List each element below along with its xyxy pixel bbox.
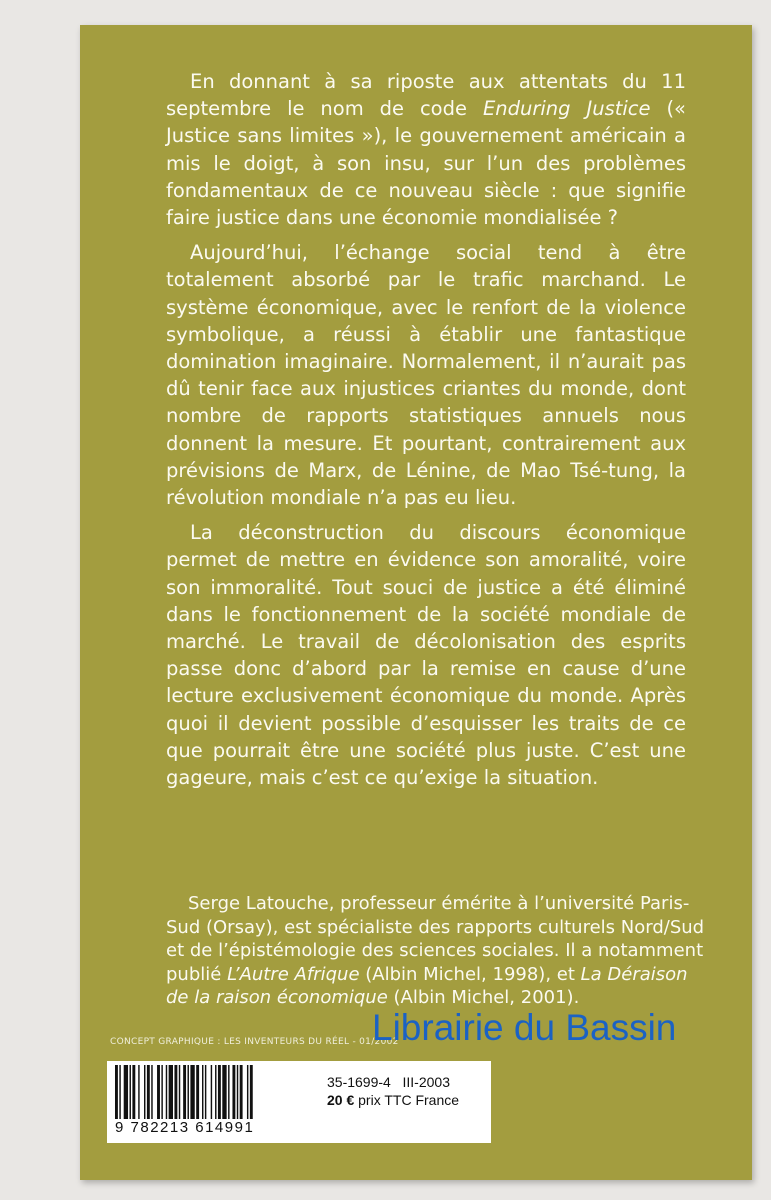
- author-bio: [166, 892, 706, 1010]
- blurb-paragraph-1: [166, 68, 686, 231]
- book-back-cover: [80, 25, 752, 1180]
- book-title: L’Autre Afrique: [227, 963, 360, 985]
- blurb-text: En donnant à sa riposte aux attentats du 11 septembre le nom de code: [166, 70, 686, 121]
- design-credit: CONCEPT GRAPHIQUE : LES INVENTEURS DU RÉEL - 01/2002: [110, 1037, 399, 1047]
- barcode-label: [107, 1061, 491, 1143]
- blurb-italic-title: Enduring Justice: [482, 97, 651, 121]
- blurb-paragraph-3: La déconstruction du discours économique permet de mettre en évidence son amoralité, voire son immoralité. Tout souci de justice a été éliminé dans le fonctionnement de la société mondiale de marché. Le travail de décolonisation des esprits passe donc d’abord par la remise en cause d’une lecture exclusivement économique du monde. Après quoi il devient possible d’esquisser les traits de ce que pourrait être une société plus juste. C’est une gageure, mais c’est ce qu’exige la situation.: [166, 521, 686, 790]
- price-reference: [327, 1073, 459, 1109]
- reference-line: 35-1699-4 III-2003: [327, 1074, 450, 1090]
- book-title: La Déraison de la raison économique: [166, 963, 688, 1008]
- seller-watermark: Librairie du Bassin: [372, 1007, 677, 1048]
- author-bio-text: Serge Latouche, professeur émérite à l’université Paris-Sud (Orsay), est spécialiste des rapports culturels Nord/Sud et de l’épistémologie des sciences sociales. Il a notamment publié L’Autre Afrique (Albin Michel, 1998), et La Déraison de la raison économique (Albin Michel, 2001).: [166, 893, 705, 1008]
- isbn-digits: 9 782213 614991: [115, 1119, 255, 1136]
- blurb-text: (« Justice sans limites »), le gouvernement américain a mis le doigt, à son insu, sur l’un des problèmes fondamentaux de ce nouveau siècle : que signifie faire justice dans une économie mondialisée ?: [166, 97, 686, 230]
- barcode-icon: [115, 1065, 305, 1119]
- blurb: [166, 68, 686, 799]
- price: 20 €: [327, 1092, 355, 1108]
- blurb-paragraph-2: Aujourd’hui, l’échange social tend à être totalement absorbé par le trafic marchand. Le système économique, avec le renfort de la violence symbolique, a réussi à établir une fantastique domination imaginaire. Normalement, il n’aurait pas dû tenir face aux injustices criantes du monde, dont nombre de rapports statistiques annuels nous donnent la mesure. Et pourtant, contrairement aux prévisions de Marx, de Lénine, de Mao Tsé-tung, la révolution mondiale n’a pas eu lieu.: [166, 241, 686, 510]
- price-line: 20 € prix TTC France: [327, 1092, 460, 1108]
